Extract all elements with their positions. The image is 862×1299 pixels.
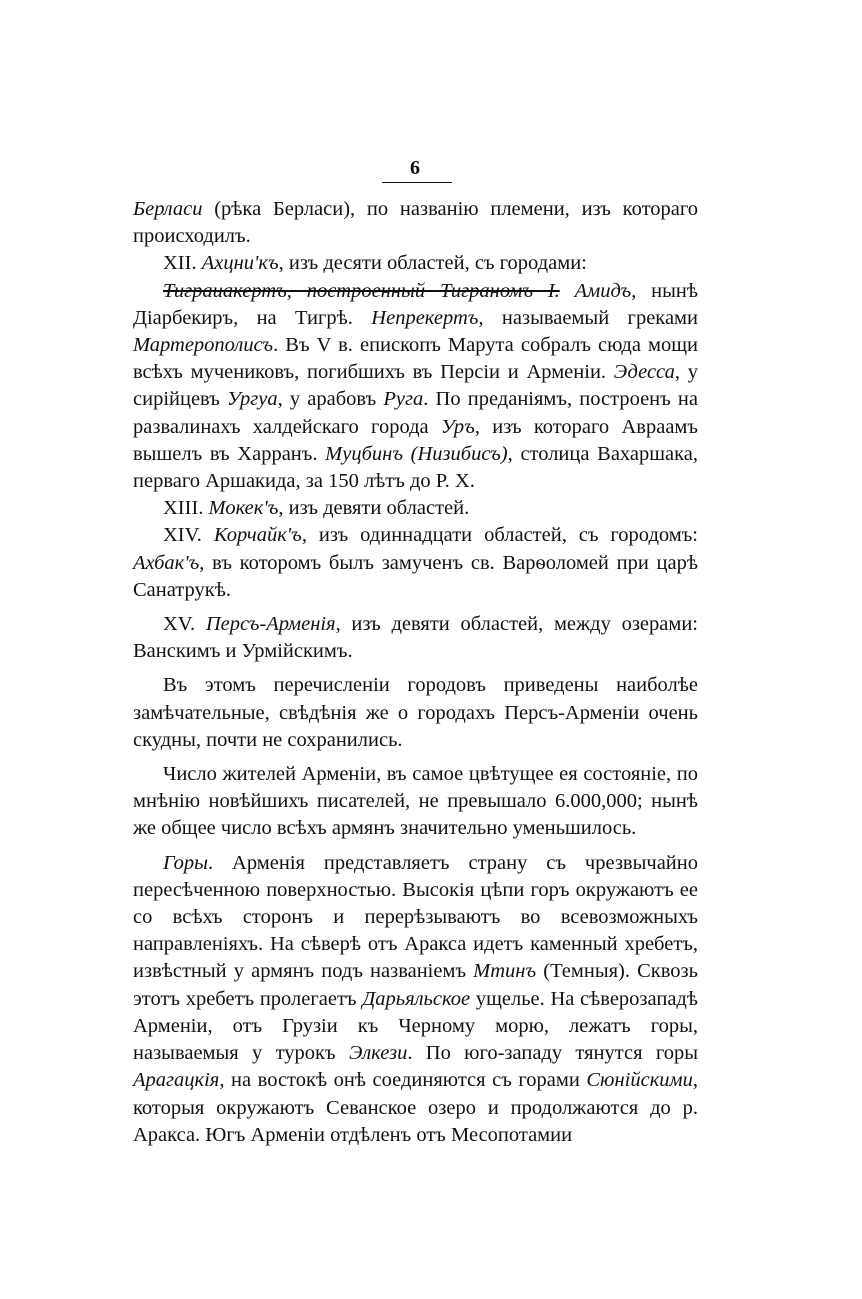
text-run: , изъ девяти областей. <box>278 497 470 520</box>
italic-term: Горы <box>163 851 208 874</box>
paragraph <box>133 522 698 604</box>
text-run: . Арменія представляетъ страну съ чрезвычайно пересѣченною поверхностью. Высокія цѣпи горъ окружаютъ ее со всѣхъ сторонъ и перерѣзываютъ во всевозможныхъ направленіяхъ. На сѣверѣ отъ Аракса идетъ каменный хребетъ, извѣстный у армянъ подъ названіемъ <box>133 851 698 983</box>
italic-term: Мтинъ <box>473 960 537 983</box>
italic-term: Ахцни'къ <box>201 252 279 275</box>
italic-term: Ургуа <box>227 388 278 411</box>
italic-term: Непрекертъ <box>371 306 479 329</box>
body-text <box>133 196 698 1149</box>
text-run: , которыя окружаютъ Севанское озеро и продолжаются до р. Аракса. Югъ Арменіи отдѣленъ отъ Месопотамии <box>133 1069 698 1146</box>
italic-term: Мартерополисъ <box>133 334 274 357</box>
text-run: XIII. <box>163 497 209 520</box>
text-run: Число жителей Арменіи, въ самое цвѣтущее ея состояніе, по мнѣнію новѣйшихъ писателей, не превышало 6.000,000; нынѣ же общее число всѣхъ армянъ значительно уменьшилось. <box>133 763 698 840</box>
text-run: , изъ девяти областей, между озерами: Ванскимъ и Урмійскимъ. <box>133 613 699 663</box>
text-run: (Темныя). Сквозь этотъ хребетъ пролегаетъ <box>133 960 698 1010</box>
italic-term: Муцбинъ (Низибисъ) <box>325 442 508 465</box>
italic-term: Руга <box>383 388 424 411</box>
page-number-rule <box>382 182 452 183</box>
italic-term: Ахбак'ъ <box>133 551 200 574</box>
paragraph <box>133 850 698 1149</box>
paragraph <box>133 495 698 522</box>
text-run: ущелье. На сѣверозападѣ Арменіи, отъ Грузіи къ Черному морю, лежатъ горы, называемыя у турокъ <box>133 987 698 1065</box>
text-run: , изъ десяти областей, съ городами: <box>278 252 587 275</box>
text-run: . По юго-западу тянутся горы <box>407 1042 698 1065</box>
text-run: , столица Вахаршака, перваго Аршакида, за 150 лѣтъ до Р. Х. <box>133 442 699 493</box>
struck-text: Тиграиакертъ, построенный Тиграномъ I. <box>163 279 560 302</box>
italic-term: Берласи <box>133 198 203 220</box>
paragraph <box>133 672 698 754</box>
text-run: XIV. <box>163 524 214 547</box>
italic-term: Уръ <box>440 415 475 438</box>
paragraph <box>133 250 698 277</box>
italic-term: Персъ-Арменія <box>205 613 336 636</box>
italic-term: Эдесса <box>613 361 675 384</box>
italic-term: Дарьяльское <box>362 987 471 1010</box>
paragraph <box>133 196 698 250</box>
text-run: , нынѣ Діарбекиръ, на Тигрѣ. <box>133 279 698 329</box>
text-run: , у сирійцевъ <box>133 361 699 411</box>
text-run: XII. <box>163 252 202 275</box>
text-run: , на востокѣ онѣ соединяются съ горами <box>219 1069 587 1092</box>
text-run: Въ этомъ перечисленіи городовъ приведены наиболѣе замѣчательные, свѣдѣнія же о городахъ Персъ-Арменіи очень скудны, почти не сохранились. <box>133 674 698 751</box>
italic-term: Элкези <box>348 1042 408 1065</box>
italic-term: Сюнійскими <box>586 1069 693 1092</box>
text-run: , называемый греками <box>478 306 698 329</box>
text-run: XV. <box>163 613 206 636</box>
text-run: . Въ V в. епископъ Марута собралъ сюда мощи всѣхъ мучениковъ, погибшихъ въ Персіи и Арменіи. <box>133 334 698 384</box>
italic-term: Мокек'ъ <box>208 497 279 520</box>
text-run: , изъ одиннадцати областей, съ городомъ: <box>301 524 698 547</box>
text-run: , въ которомъ былъ замученъ св. Варѳоломей при царѣ Санатрукѣ. <box>133 551 698 601</box>
page-number: 6 <box>410 157 420 179</box>
italic-term: Арагацкія <box>133 1069 220 1092</box>
text-run: . По преданіямъ, построенъ на развалинахъ халдейскаго города <box>133 388 698 438</box>
text-run <box>560 280 575 302</box>
paragraph <box>133 761 698 843</box>
text-run: , изъ котораго Авраамъ вышелъ въ Харранъ. <box>133 415 698 465</box>
paragraph <box>133 611 698 665</box>
text-run: , у арабовъ <box>277 388 384 411</box>
text-run: (рѣка Берласи), по названію племени, изъ котораго происходилъ. <box>133 198 698 248</box>
italic-term: Корчайк'ъ <box>213 524 302 547</box>
paragraph <box>133 278 698 496</box>
italic-term: Амидъ <box>574 279 632 302</box>
